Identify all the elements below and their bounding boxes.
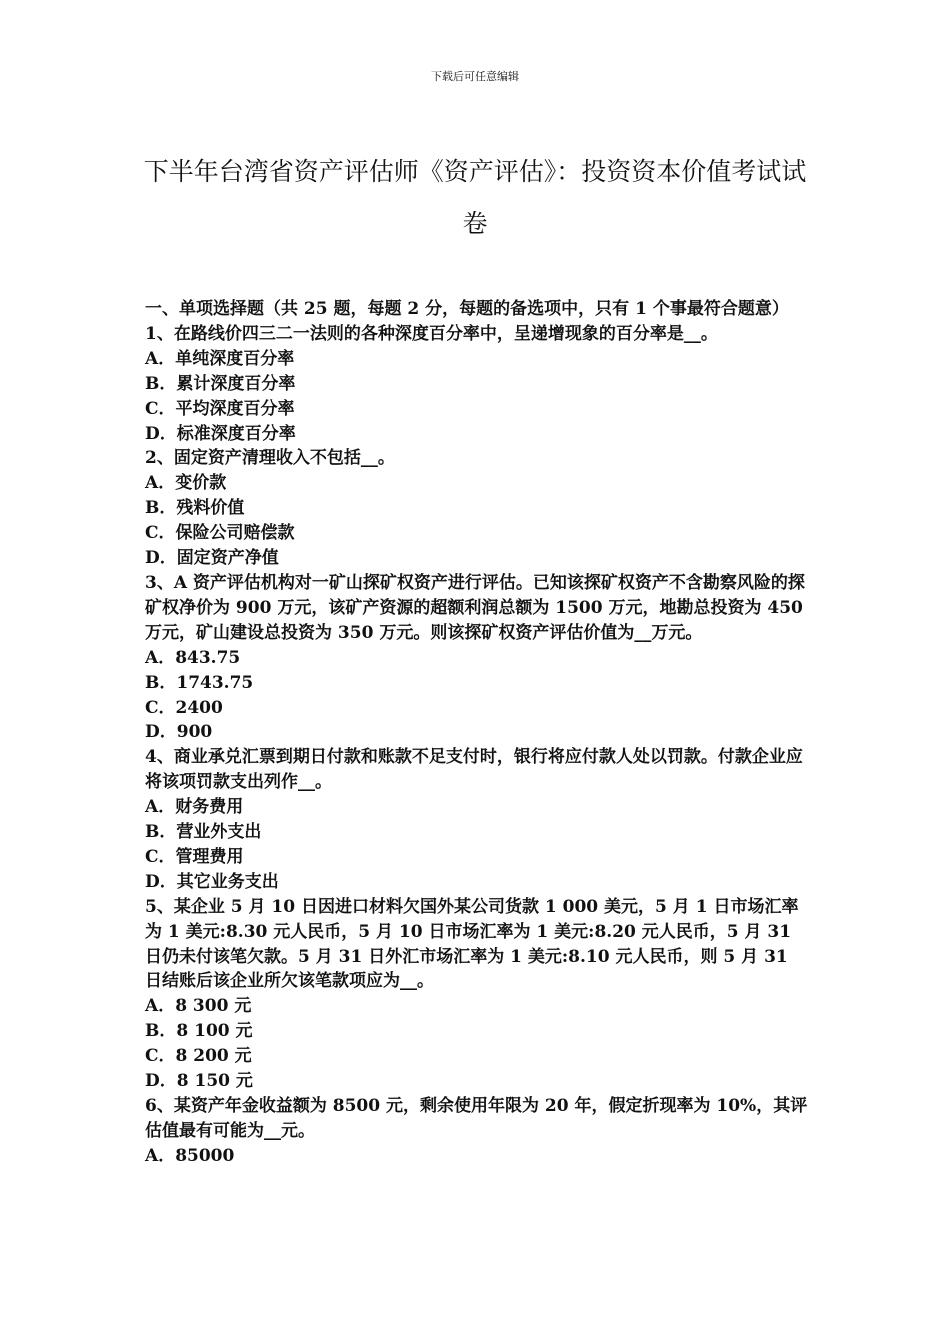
header-note: 下载后可任意编辑 [431, 70, 519, 83]
option-c: C．管理费用 [145, 846, 244, 867]
option-b: B．累计深度百分率 [145, 373, 296, 394]
option-d: D．8 150 元 [145, 1071, 253, 1092]
option-a: A．变价款 [145, 473, 227, 494]
question-stem: 5、某企业 5 月 10 日因进口材料欠国外某公司货款 1 000 美元，5 月 1 日市场汇率为 1 美元:8.30 元人民币，5 月 10 日市场汇率为 1 美元:8.20 元人民币，5 月 31 日仍未付该笔欠款。5 月 31 日外汇市场汇率为 1 美元:8.10 元人民币，则 5 月 31 日结账后该企业所欠该笔款项应为__。 [145, 896, 799, 992]
document-title: 下半年台湾省资产评估师《资产评估》：投资资本价值考试试卷 [143, 157, 807, 238]
option-b: B．8 100 元 [145, 1021, 253, 1042]
question-3 [145, 571, 810, 745]
question-4 [145, 745, 810, 894]
option-b: B．残料价值 [145, 498, 245, 519]
option-c: C．8 200 元 [145, 1046, 252, 1067]
document-body [145, 297, 810, 1169]
option-c: C．平均深度百分率 [145, 398, 295, 419]
option-b: B．1743.75 [145, 672, 254, 693]
option-d: D．标准深度百分率 [145, 423, 296, 444]
question-stem: 2、固定资产清理收入不包括__。 [145, 448, 395, 469]
question-1 [145, 322, 810, 447]
question-5 [145, 895, 810, 1094]
option-a: A．财务费用 [145, 797, 244, 818]
option-c: C．2400 [145, 697, 223, 718]
question-2 [145, 446, 810, 571]
question-stem: 3、A 资产评估机构对一矿山探矿权资产进行评估。已知该探矿权资产不含勘察风险的探矿权净价为 900 万元，该矿产资源的超额利润总额为 1500 万元，地勘总投资为 450 万元，矿山建设总投资为 350 万元。则该探矿权资产评估价值为__万元。 [145, 572, 805, 643]
question-6 [145, 1094, 810, 1169]
option-d: D．固定资产净值 [145, 548, 279, 569]
question-stem: 1、在路线价四三二一法则的各种深度百分率中，呈递增现象的百分率是__。 [145, 323, 718, 344]
option-a: A．843.75 [145, 647, 241, 668]
option-a: A．单纯深度百分率 [145, 348, 295, 369]
option-d: D．900 [145, 722, 213, 743]
option-c: C．保险公司赔偿款 [145, 523, 295, 544]
section-heading: 一、单项选择题（共 25 题，每题 2 分，每题的备选项中，只有 1 个事最符合题意） [145, 299, 789, 319]
question-stem: 6、某资产年金收益额为 8500 元，剩余使用年限为 20 年，假定折现率为 10%，其评估值最有可能为__元。 [145, 1096, 808, 1141]
option-b: B．营业外支出 [145, 822, 262, 843]
option-d: D．其它业务支出 [145, 871, 279, 892]
question-stem: 4、商业承兑汇票到期日付款和账款不足支付时，银行将应付款人处以罚款。付款企业应将该项罚款支出列作__。 [145, 747, 803, 793]
option-a: A．8 300 元 [145, 996, 252, 1017]
option-a: A．85000 [145, 1145, 235, 1166]
